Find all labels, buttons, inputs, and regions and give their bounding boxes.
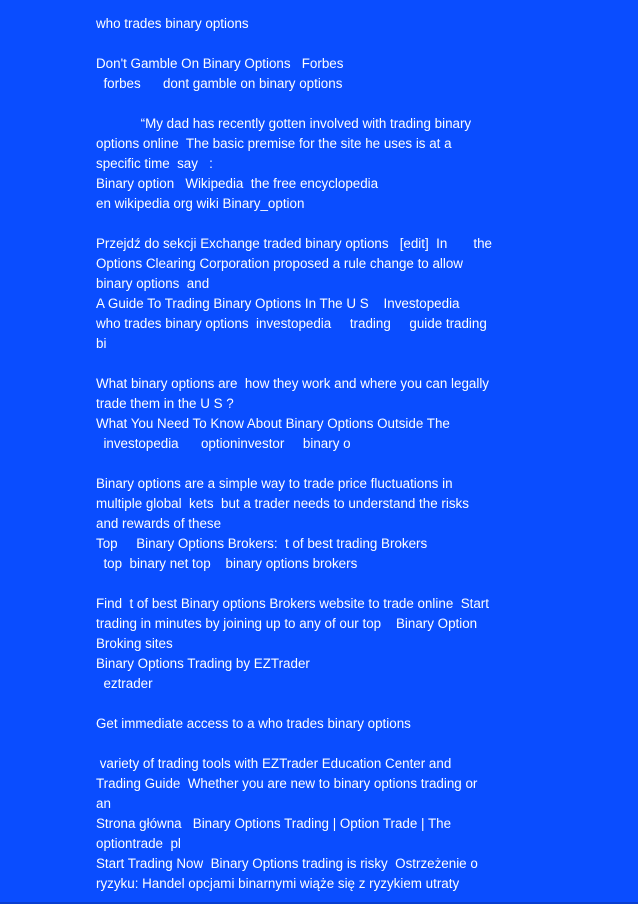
text-line: en wikipedia org wiki Binary_option xyxy=(96,196,305,211)
blank-line xyxy=(96,454,536,474)
text-line: eztrader xyxy=(96,676,153,691)
text-line: top binary net top binary options brokers xyxy=(96,556,358,571)
text-line: Binary option Wikipedia the free encyclopedia xyxy=(96,176,379,191)
text-line: binary options and xyxy=(96,276,210,291)
text-line: Options Clearing Corporation proposed a rule change to allow xyxy=(96,256,463,271)
text-line: investopedia optioninvestor binary o xyxy=(96,436,351,451)
text-line: Strona główna Binary Options Trading | Option Trade | The xyxy=(96,816,452,831)
text-line: Trading Guide Whether you are new to binary options trading or xyxy=(96,776,478,791)
text-line: multiple global kets but a trader needs to understand the risks xyxy=(96,496,469,511)
text-line: bi xyxy=(96,336,107,351)
text-line: trade them in the U S ? xyxy=(96,396,234,411)
text-line: What binary options are how they work and where you can legally xyxy=(96,376,490,391)
blank-line xyxy=(96,214,536,234)
text-line: Binary options are a simple way to trade price fluctuations in xyxy=(96,476,453,491)
text-line: Get immediate access to a who trades binary options xyxy=(96,716,411,731)
blank-line xyxy=(96,94,536,114)
text-line: What You Need To Know About Binary Options Outside The xyxy=(96,416,450,431)
text-line: “My dad has recently gotten involved with trading binary xyxy=(96,116,472,131)
text-line: who trades binary options investopedia trading guide trading xyxy=(96,316,487,331)
blank-line xyxy=(96,354,536,374)
text-line: A Guide To Trading Binary Options In The U S Investopedia xyxy=(96,296,460,311)
text-line: Start Trading Now Binary Options trading is risky Ostrzeżenie o xyxy=(96,856,478,871)
text-line: options online The basic premise for the site he uses is at a xyxy=(96,136,452,151)
blank-line xyxy=(96,34,536,54)
text-line: and rewards of these xyxy=(96,516,222,531)
text-line: forbes dont gamble on binary options xyxy=(96,76,343,91)
text-line: ryzyku: Handel opcjami binarnymi wiąże się z ryzykiem utraty xyxy=(96,876,460,891)
text-line: Przejdź do sekcji Exchange traded binary options [edit] In the xyxy=(96,236,492,251)
text-line: who trades binary options xyxy=(96,16,249,31)
text-line: specific time say : xyxy=(96,156,213,171)
text-line: optiontrade pl xyxy=(96,836,181,851)
text-line: Broking sites xyxy=(96,636,173,651)
text-line: trading in minutes by joining up to any of our top Binary Option xyxy=(96,616,478,631)
text-line: Top Binary Options Brokers: t of best trading Brokers xyxy=(96,536,428,551)
blank-line xyxy=(96,694,536,714)
text-line: Find t of best Binary options Brokers website to trade online Start xyxy=(96,596,489,611)
document-body xyxy=(96,14,536,894)
text-line: Binary Options Trading by EZTrader xyxy=(96,656,310,671)
text-line: variety of trading tools with EZTrader Education Center and xyxy=(96,756,452,771)
text-line: Don't Gamble On Binary Options Forbes xyxy=(96,56,344,71)
text-line: an xyxy=(96,796,111,811)
blank-line xyxy=(96,574,536,594)
blank-line xyxy=(96,734,536,754)
